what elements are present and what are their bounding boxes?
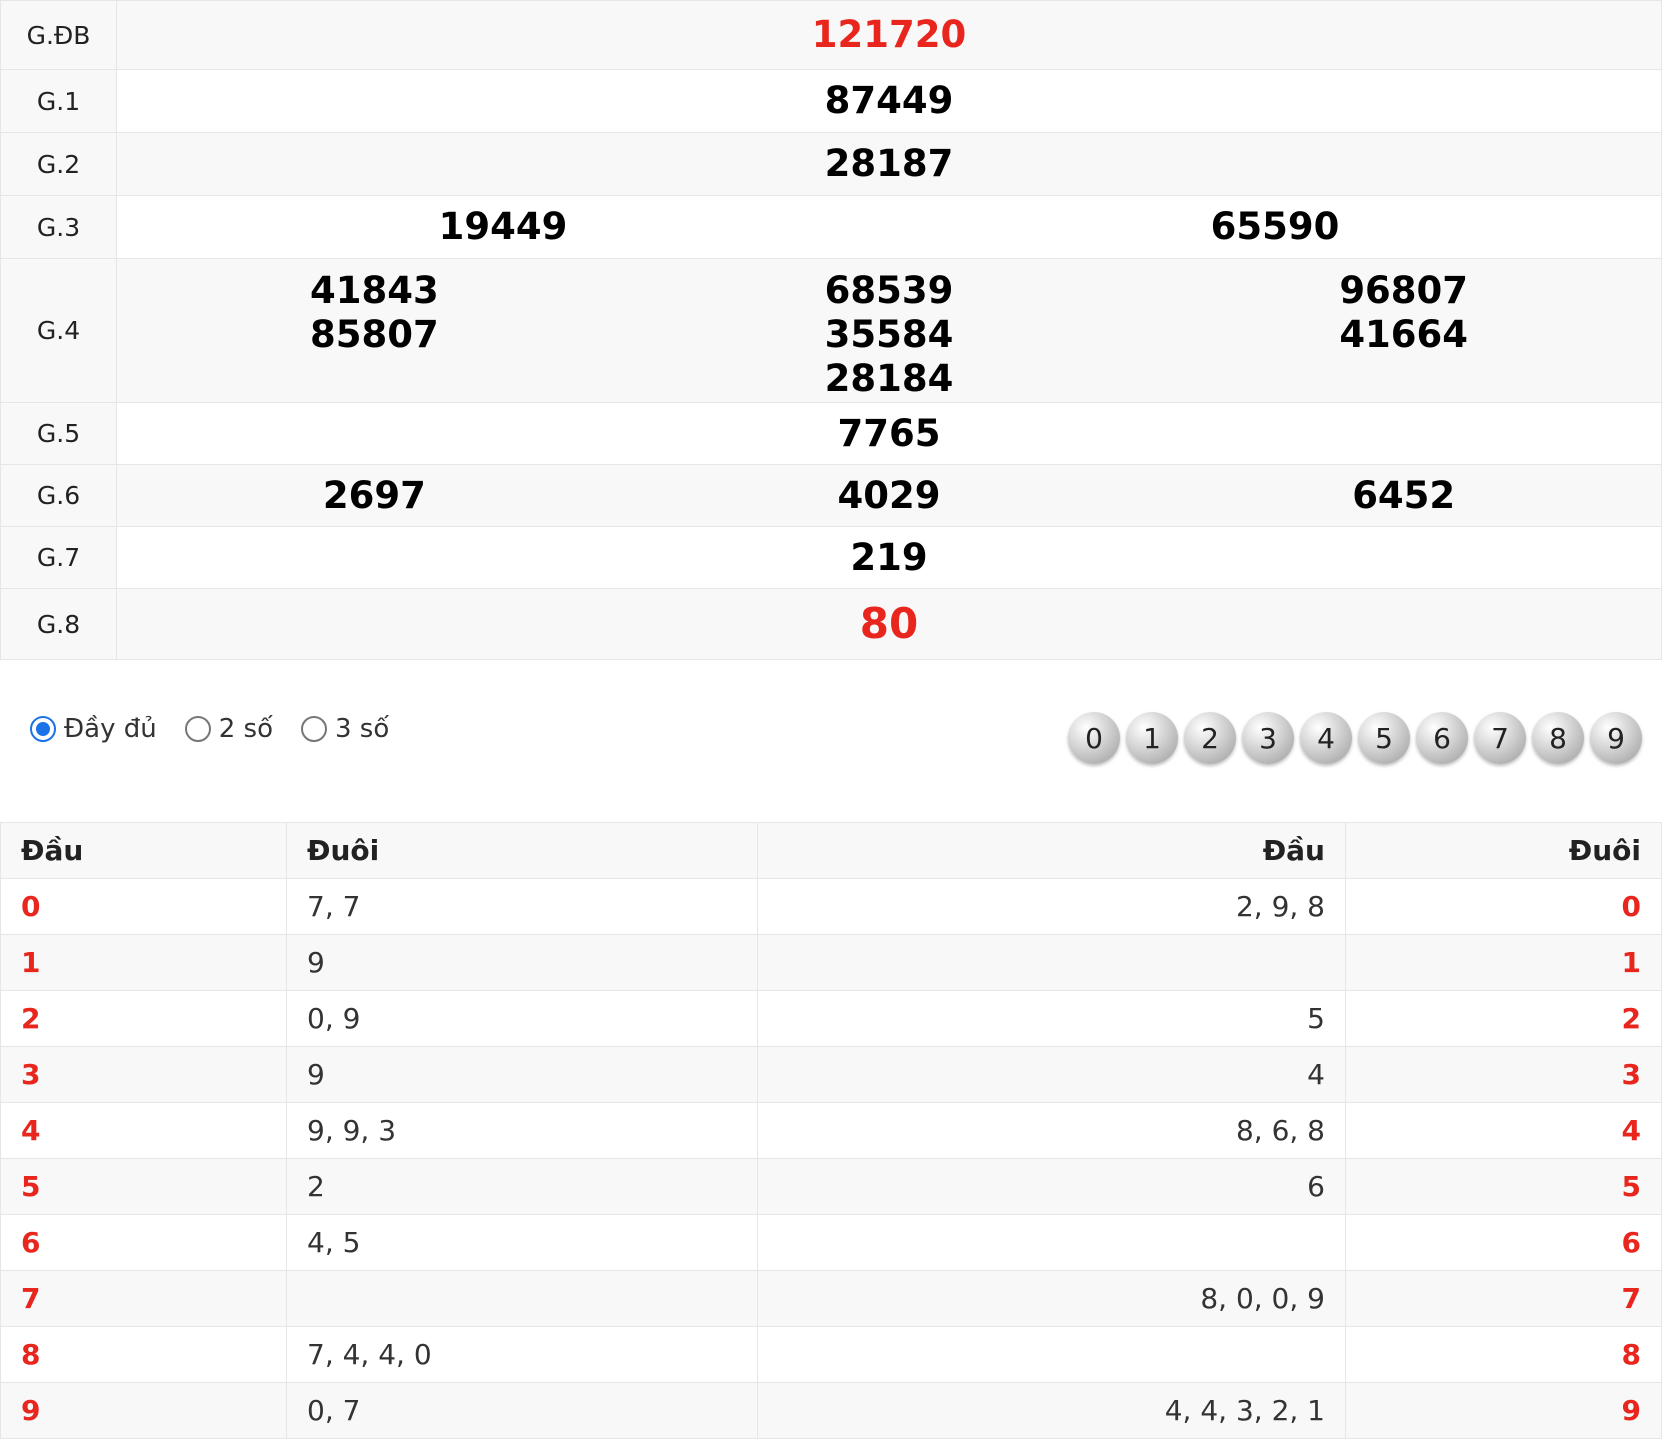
tail-digit: 7 [1346, 1271, 1662, 1327]
prize-number: 87449 [824, 79, 954, 122]
digit-ball-0[interactable]: 0 [1068, 712, 1120, 764]
header-dau-right: Đầu [758, 823, 1346, 879]
prize-number: 121720 [811, 13, 967, 56]
prize-number: 85807 [309, 313, 439, 356]
number-column [632, 269, 1147, 401]
option-2-digit[interactable] [185, 714, 273, 744]
head-digit: 1 [1, 935, 287, 991]
number-column [117, 474, 632, 518]
number-column [117, 142, 1661, 186]
number-column [117, 79, 1661, 123]
prize-label: G.6 [1, 465, 117, 527]
tail-values: 9 [287, 1047, 758, 1103]
prize-numbers [117, 527, 1662, 589]
head-tail-row [1, 1047, 1662, 1103]
digit-ball-8[interactable]: 8 [1532, 712, 1584, 764]
head-values [758, 1215, 1346, 1271]
option-label: Đầy đủ [64, 714, 157, 744]
tail-digit: 6 [1346, 1215, 1662, 1271]
head-values: 6 [758, 1159, 1346, 1215]
tail-values [287, 1271, 758, 1327]
number-column [117, 13, 1661, 57]
prize-label: G.2 [1, 133, 117, 196]
prize-label: G.5 [1, 403, 117, 465]
prize-number: 2697 [322, 474, 426, 517]
head-values [758, 1327, 1346, 1383]
header-duoi: Đuôi [287, 823, 758, 879]
head-tail-row [1, 879, 1662, 935]
tail-values: 7, 7 [287, 879, 758, 935]
tail-values: 7, 4, 4, 0 [287, 1327, 758, 1383]
prize-number: 219 [850, 536, 928, 579]
tail-digit: 2 [1346, 991, 1662, 1047]
prize-label: G.8 [1, 589, 117, 660]
prize-label: G.1 [1, 70, 117, 133]
prize-number: 6452 [1352, 474, 1456, 517]
head-values: 5 [758, 991, 1346, 1047]
prize-row [1, 589, 1662, 660]
head-values: 4 [758, 1047, 1346, 1103]
number-column [632, 474, 1147, 518]
prize-number: 7765 [837, 412, 941, 455]
prize-numbers [117, 133, 1662, 196]
prize-row [1, 1, 1662, 70]
option-3-digit[interactable] [301, 714, 389, 744]
prize-number: 28187 [824, 142, 954, 185]
head-digit: 0 [1, 879, 287, 935]
prize-number: 28184 [824, 357, 954, 400]
tail-values: 0, 7 [287, 1383, 758, 1439]
option-label: 2 số [218, 714, 273, 744]
tail-values: 2 [287, 1159, 758, 1215]
head-tail-table [0, 822, 1662, 1439]
digit-ball-9[interactable]: 9 [1590, 712, 1642, 764]
results-table [0, 0, 1662, 660]
head-tail-row [1, 935, 1662, 991]
prize-label: G.4 [1, 259, 117, 403]
digit-ball-5[interactable]: 5 [1358, 712, 1410, 764]
head-digit: 6 [1, 1215, 287, 1271]
prize-row [1, 259, 1662, 403]
prize-number: 65590 [1210, 205, 1340, 248]
prize-label: G.ĐB [1, 1, 117, 70]
prize-numbers [117, 465, 1662, 527]
tail-digit: 0 [1346, 879, 1662, 935]
number-column [117, 536, 1661, 580]
radio-button[interactable] [30, 716, 56, 742]
radio-button[interactable] [301, 716, 327, 742]
head-tail-row [1, 1271, 1662, 1327]
option-label: 3 số [334, 714, 390, 744]
tail-digit: 9 [1346, 1383, 1662, 1439]
tail-values: 0, 9 [287, 991, 758, 1047]
number-column [117, 412, 1661, 456]
prize-number: 41664 [1339, 313, 1469, 356]
tail-values: 4, 5 [287, 1215, 758, 1271]
number-column [117, 205, 889, 249]
head-tail-row [1, 1327, 1662, 1383]
option-full[interactable] [30, 714, 157, 744]
prize-number: 4029 [837, 474, 941, 517]
display-options [30, 714, 417, 744]
tail-digit: 3 [1346, 1047, 1662, 1103]
head-tail-row [1, 1383, 1662, 1439]
controls-bar [0, 690, 1662, 780]
prize-numbers [117, 589, 1662, 660]
digit-ball-1[interactable]: 1 [1126, 712, 1178, 764]
tail-digit: 5 [1346, 1159, 1662, 1215]
number-column [117, 269, 632, 357]
prize-row [1, 70, 1662, 133]
number-column [889, 205, 1661, 249]
head-tail-row [1, 1159, 1662, 1215]
prize-number: 35584 [824, 313, 954, 356]
prize-numbers [117, 196, 1662, 259]
prize-row [1, 527, 1662, 589]
prize-numbers [117, 259, 1662, 403]
header-duoi-right: Đuôi [1346, 823, 1662, 879]
prize-number: 19449 [438, 205, 568, 248]
prize-row [1, 133, 1662, 196]
prize-number: 41843 [309, 269, 439, 312]
digit-ball-2[interactable]: 2 [1184, 712, 1236, 764]
tail-values: 9, 9, 3 [287, 1103, 758, 1159]
prize-numbers [117, 70, 1662, 133]
head-digit: 2 [1, 991, 287, 1047]
prize-number: 68539 [824, 269, 954, 312]
head-digit: 9 [1, 1383, 287, 1439]
tail-values: 9 [287, 935, 758, 991]
number-column [117, 599, 1661, 648]
head-values: 8, 6, 8 [758, 1103, 1346, 1159]
head-values [758, 935, 1346, 991]
digit-ball-3[interactable]: 3 [1242, 712, 1294, 764]
prize-row [1, 465, 1662, 527]
head-digit: 8 [1, 1327, 287, 1383]
header-dau: Đầu [1, 823, 287, 879]
head-tail-row [1, 1215, 1662, 1271]
head-values: 8, 0, 0, 9 [758, 1271, 1346, 1327]
head-digit: 3 [1, 1047, 287, 1103]
number-column [1146, 474, 1661, 518]
tail-digit: 8 [1346, 1327, 1662, 1383]
head-tail-header [1, 823, 1662, 879]
head-digit: 4 [1, 1103, 287, 1159]
prize-numbers [117, 1, 1662, 70]
head-digit: 7 [1, 1271, 287, 1327]
number-filter [1062, 712, 1642, 764]
digit-ball-6[interactable]: 6 [1416, 712, 1468, 764]
prize-label: G.3 [1, 196, 117, 259]
prize-number: 96807 [1339, 269, 1469, 312]
head-values: 2, 9, 8 [758, 879, 1346, 935]
head-digit: 5 [1, 1159, 287, 1215]
radio-button[interactable] [185, 716, 211, 742]
prize-number: 80 [859, 599, 919, 648]
digit-ball-7[interactable]: 7 [1474, 712, 1526, 764]
prize-row [1, 196, 1662, 259]
head-values: 4, 4, 3, 2, 1 [758, 1383, 1346, 1439]
tail-digit: 4 [1346, 1103, 1662, 1159]
prize-label: G.7 [1, 527, 117, 589]
prize-numbers [117, 403, 1662, 465]
head-tail-row [1, 1103, 1662, 1159]
prize-row [1, 403, 1662, 465]
head-tail-row [1, 991, 1662, 1047]
tail-digit: 1 [1346, 935, 1662, 991]
number-column [1146, 269, 1661, 357]
digit-ball-4[interactable]: 4 [1300, 712, 1352, 764]
